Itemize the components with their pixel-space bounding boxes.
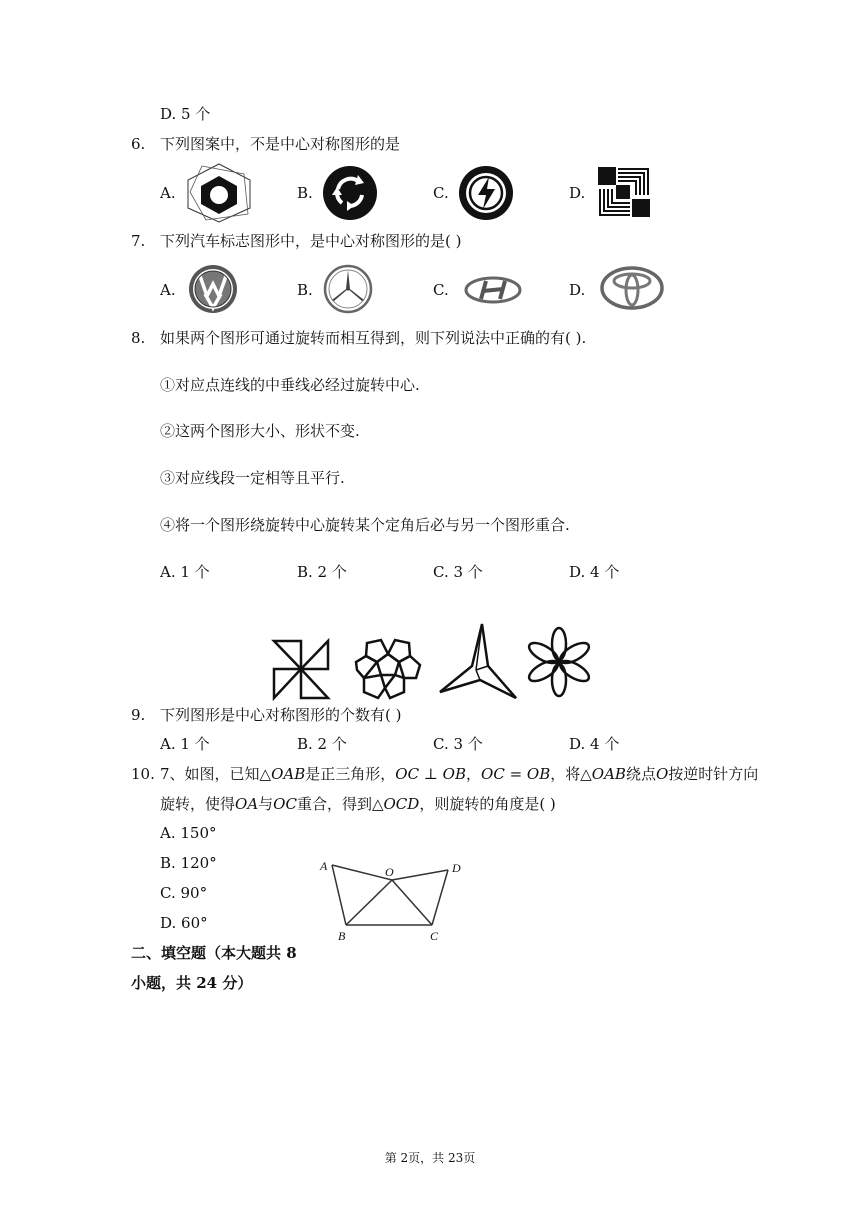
six-petal-flower-icon	[526, 626, 592, 698]
label-a: A	[320, 859, 328, 873]
q10-line-1: 7、如图，已知△OAB是正三角形，OC ⊥ OB，OC = OB，将△OAB绕点O按逆时针方向	[160, 765, 759, 783]
label-o: O	[385, 865, 394, 879]
lightning-circle-icon	[458, 165, 514, 221]
section2-heading-line-2: 小题，共 24 分）	[131, 974, 253, 992]
q10-option-a: A. 150°	[160, 824, 217, 842]
q9-option-d: D. 4 个	[569, 735, 620, 753]
three-point-star-icon	[436, 622, 518, 702]
q8-option-c: C. 3 个	[433, 563, 483, 581]
q8-number: 8.	[131, 329, 146, 347]
q10-option-c: C. 90°	[160, 884, 208, 902]
q9-number: 9.	[131, 706, 146, 724]
q6-option-d-label: D.	[569, 184, 586, 202]
q6-option-a-label: A.	[160, 184, 176, 202]
q6-option-b-label: B.	[297, 184, 313, 202]
mercedes-logo-icon	[323, 264, 373, 314]
hexagon-nut-in-circle-icon	[184, 162, 254, 224]
q10-option-b: B. 120°	[160, 854, 217, 872]
q6-number: 6.	[131, 135, 146, 153]
q8-option-b: B. 2 个	[297, 563, 347, 581]
q10-line-2: 旋转，使得OA与OC重合，得到△OCD，则旋转的角度是( )	[160, 795, 556, 813]
pentagon-flower-icon	[352, 630, 424, 702]
q9-text: 下列图形是中心对称图形的个数有( )	[160, 706, 402, 724]
page-footer: 第 2页，共 23页	[384, 1151, 476, 1165]
checker-squares-icon	[596, 165, 652, 219]
section2-heading-line-1: 二、填空题（本大题共 8	[131, 944, 297, 962]
prev-option-d: D. 5 个	[160, 105, 211, 123]
volkswagen-logo-icon	[188, 264, 238, 314]
q8-option-d: D. 4 个	[569, 563, 620, 581]
q10-option-d: D. 60°	[160, 914, 208, 932]
triangle-rotation-figure	[314, 852, 474, 944]
q6-option-c-label: C.	[433, 184, 449, 202]
label-d: D	[452, 861, 461, 875]
hyundai-logo-icon	[464, 276, 522, 304]
q9-option-a: A. 1 个	[160, 735, 210, 753]
q7-text: 下列汽车标志图形中，是中心对称图形的是( )	[160, 232, 462, 250]
q9-option-b: B. 2 个	[297, 735, 347, 753]
q8-statement-3: ③对应线段一定相等且平行.	[160, 469, 345, 487]
pinwheel-icon	[272, 638, 330, 700]
q6-text: 下列图案中，不是中心对称图形的是	[160, 135, 401, 153]
q10-number: 10.	[131, 765, 155, 783]
q8-option-a: A. 1 个	[160, 563, 210, 581]
q8-statement-1: ①对应点连线的中垂线必经过旋转中心.	[160, 376, 420, 394]
q8-statement-2: ②这两个图形大小、形状不变.	[160, 422, 360, 440]
recycle-arrows-circle-icon	[322, 165, 378, 221]
label-b: B	[338, 929, 346, 943]
q7-option-a-label: A.	[160, 281, 176, 299]
q8-statement-4: ④将一个图形绕旋转中心旋转某个定角后必与另一个图形重合.	[160, 516, 570, 534]
toyota-logo-icon	[600, 266, 664, 310]
q7-option-c-label: C.	[433, 281, 449, 299]
q9-option-c: C. 3 个	[433, 735, 483, 753]
q7-number: 7.	[131, 232, 146, 250]
label-c: C	[430, 929, 439, 943]
q8-text: 如果两个图形可通过旋转而相互得到，则下列说法中正确的有( ).	[160, 329, 587, 347]
q7-option-b-label: B.	[297, 281, 313, 299]
q7-option-d-label: D.	[569, 281, 586, 299]
